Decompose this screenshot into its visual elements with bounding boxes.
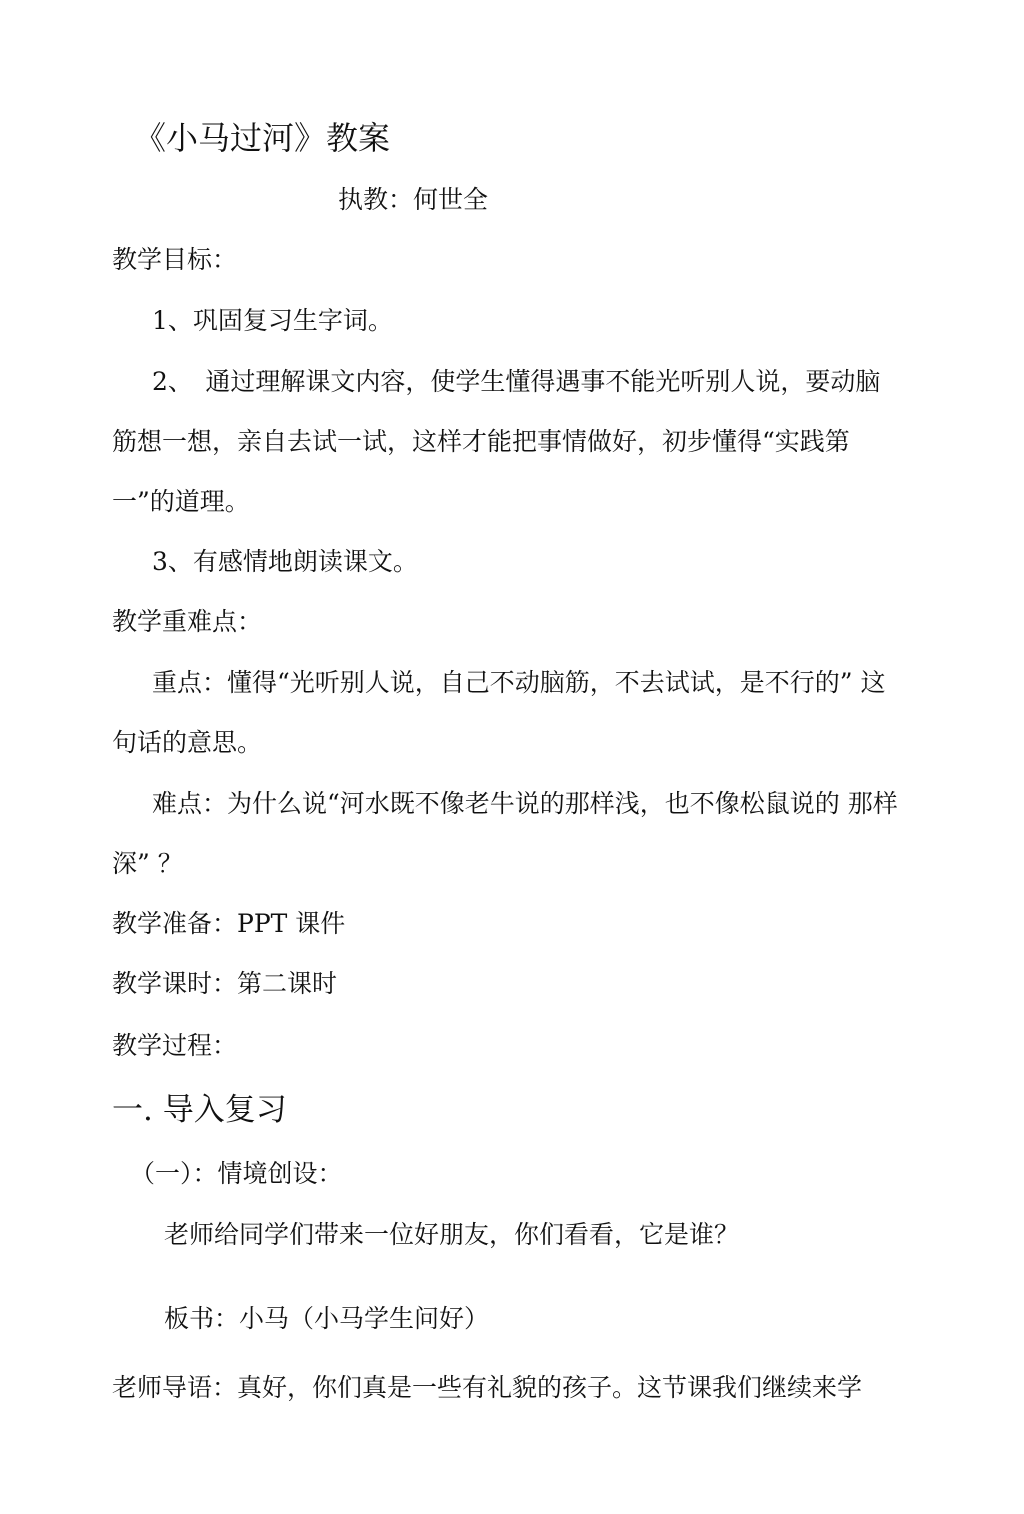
difficult-point-line-1: 难点：为什么说“河水既不像老牛说的那样浅，也不像松鼠说的 那样 xyxy=(152,789,898,818)
goal-item-3: 3、有感情地朗读课文。 xyxy=(152,547,418,576)
teaching-goals-heading: 教学目标： xyxy=(112,245,238,274)
teaching-preparation: 教学准备：PPT 课件 xyxy=(112,909,346,938)
goal-item-2-line-3: 一”的道理。 xyxy=(112,487,250,516)
goal-item-2-line-2: 筋想一想，亲自去试一试，这样才能把事情做好，初步懂得“实践第 xyxy=(112,427,850,456)
author-line: 执教：何世全 xyxy=(338,185,489,214)
key-point-line-2: 句话的意思。 xyxy=(112,728,263,757)
difficult-point-line-2: 深” ？ xyxy=(112,849,183,878)
subsection-line-2: 板书：小马（小马学生问好） xyxy=(164,1304,490,1333)
subsection-line-1: 老师给同学们带来一位好朋友，你们看看，它是谁？ xyxy=(164,1220,740,1249)
subsection-heading: （一）：情境创设： xyxy=(130,1159,343,1188)
goal-item-1: 1、巩固复习生字词。 xyxy=(152,306,393,335)
teacher-introduction-line: 老师导语：真好，你们真是一些有礼貌的孩子。这节课我们继续来学 xyxy=(112,1373,863,1402)
section-heading: 一. 导入复习 xyxy=(112,1092,287,1128)
key-points-heading: 教学重难点： xyxy=(112,607,263,636)
teaching-process-heading: 教学过程： xyxy=(112,1031,238,1060)
goal-item-2-line-1: 2、 通过理解课文内容，使学生懂得遇事不能光听别人说，要动脑 xyxy=(152,367,881,396)
teaching-period: 教学课时：第二课时 xyxy=(112,969,338,998)
key-point-line-1: 重点：懂得“光听别人说，自己不动脑筋，不去试试，是不行的” 这 xyxy=(152,668,886,697)
document-title: 《小马过河》教案 xyxy=(134,119,391,157)
